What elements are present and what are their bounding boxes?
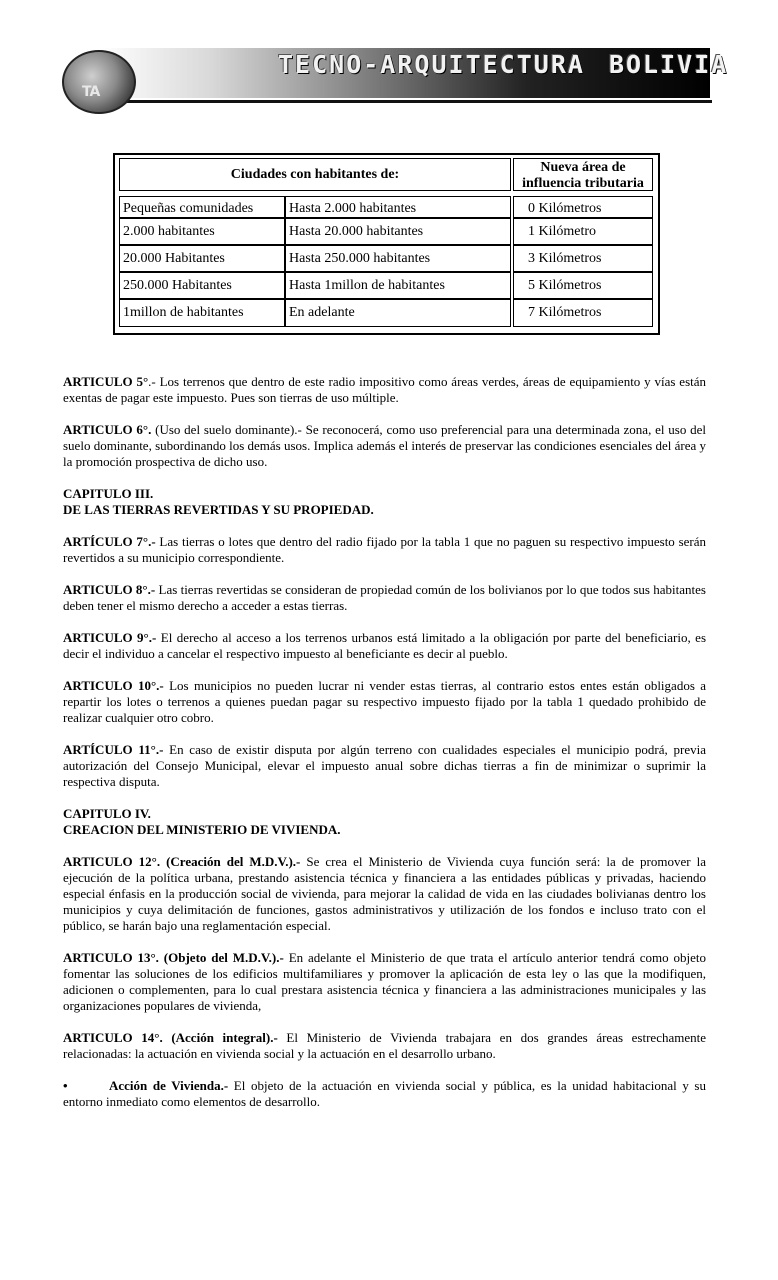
article-11: ARTÍCULO 11°.- En caso de existir disputa por algún terreno con cualidades especiales el municipio podrá, previa autorización del Consejo Municipal, elevar el impuesto anual sobre dichas tierras a fin de minimizar o suprimir la respectiva disputa. (63, 742, 706, 789)
table-cell: 2.000 habitantes (119, 218, 285, 245)
header-rule (100, 100, 712, 103)
table-cell: Pequeñas comunidades (119, 196, 285, 218)
table-cell: Hasta 1millon de habitantes (285, 272, 511, 299)
table-cell: 5 Kilómetros (513, 272, 653, 299)
article-9: ARTICULO 9°.- El derecho al acceso a los terrenos urbanos está limitado a la obligación por parte del beneficiario, es decir el individuo a cancelar el respectivo impuesto al beneficiante es decir al pueblo. (63, 630, 707, 661)
table-cell: Hasta 20.000 habitantes (285, 218, 511, 245)
table-header-area: Nueva área de influencia tributaria (513, 158, 653, 191)
table-header-cities: Ciudades con habitantes de: (119, 158, 511, 191)
brand-right: BOLIVIA (608, 50, 729, 79)
table-cell: Hasta 250.000 habitantes (285, 245, 511, 272)
article-12: ARTICULO 12°. (Creación del M.D.V.).- Se crea el Ministerio de Vivienda cuya función será: la de promover la ejecución de la política urbana, prestando asistencia técnica y financiera a las entidades públicas y privadas, haciendo especial énfasis en la producción social de vivienda, para mejorar la calidad de vida en las ciudades bolivianas dentro los municipios y cuya delimitación de funciones, gastos administrativos y utilización de los fondos e incluso trato con el público, se harán bajo una reglamentación especial. (63, 854, 706, 933)
page-header (60, 44, 729, 108)
tax-area-table (113, 153, 660, 335)
article-10: ARTICULO 10°.- Los municipios no pueden lucrar ni vender estas tierras, al contrario estos entes están obligados a repartir los lotes o terrenos a quienes puedan pagar su respectivo impuesto fijado por la tabla 1 quedado prohibido de realizar cualquier otro cobro. (63, 678, 706, 725)
brand-left: TECNO-ARQUITECTURA (278, 50, 585, 79)
table-cell: 7 Kilómetros (513, 299, 653, 327)
table-cell: 1 Kilómetro (513, 218, 653, 245)
bullet-housing-action: • Acción de Vivienda.- El objeto de la actuación en vivienda social y pública, es la unidad habitacional y su entorno inmediato como elementos de desarrollo. (63, 1078, 706, 1109)
table-cell: 20.000 Habitantes (119, 245, 285, 272)
table-cell: 3 Kilómetros (513, 245, 653, 272)
brand-title (278, 50, 728, 79)
table-cell: 250.000 Habitantes (119, 272, 285, 299)
document-body (63, 374, 706, 1110)
logo-icon (62, 50, 136, 114)
chapter-4-heading: CAPITULO IV. CREACION DEL MINISTERIO DE VIVIENDA. (63, 806, 341, 837)
article-8: ARTICULO 8°.- Las tierras revertidas se consideran de propiedad común de los bolivianos por lo que todos sus habitantes deben tener el mismo derecho a acceder a estas tierras. (63, 582, 706, 613)
article-5: ARTICULO 5°.- Los terrenos que dentro de este radio impositivo como áreas verdes, áreas de equipamiento y vías están exentas de pagar este impuesto. Pues son tierras de uso múltiple. (63, 374, 707, 405)
bullet-icon: • (63, 1078, 68, 1093)
article-6: ARTICULO 6°. (Uso del suelo dominante).- Se reconocerá, como uso preferencial para una determinada zona, el uso del suelo dominante, subordinando los demás usos. Implica además el interés de preservar las condiciones esenciales del área y la promoción prospectiva de dicho uso. (63, 422, 706, 469)
article-14: ARTICULO 14°. (Acción integral).- El Ministerio de Vivienda trabajara en dos grandes áreas estrechamente relacionadas: la actuación en vivienda social y la actuación en el desarrollo urbano. (63, 1030, 707, 1061)
table-cell: 0 Kilómetros (513, 196, 653, 218)
table-cell: 1millon de habitantes (119, 299, 285, 327)
logo-text: TA (82, 84, 100, 100)
article-13: ARTICULO 13°. (Objeto del M.D.V.).- En adelante el Ministerio de que trata el artículo anterior tendrá como objeto fomentar las soluciones de los edificios multifamiliares y promover la aplicación de esta ley o las que la modifiquen, adicionen o complementen, para lo cual prestara asistencia técnica y financiera a las administraciones municipales y las organizaciones populares de vivienda, (63, 950, 706, 1013)
chapter-3-heading: CAPITULO III. DE LAS TIERRAS REVERTIDAS Y SU PROPIEDAD. (63, 486, 374, 517)
table-cell: En adelante (285, 299, 511, 327)
article-7: ARTÍCULO 7°.- Las tierras o lotes que dentro del radio fijado por la tabla 1 que no paguen su respectivo impuesto serán revertidos a su municipio correspondiente. (63, 534, 706, 565)
table-cell: Hasta 2.000 habitantes (285, 196, 511, 218)
